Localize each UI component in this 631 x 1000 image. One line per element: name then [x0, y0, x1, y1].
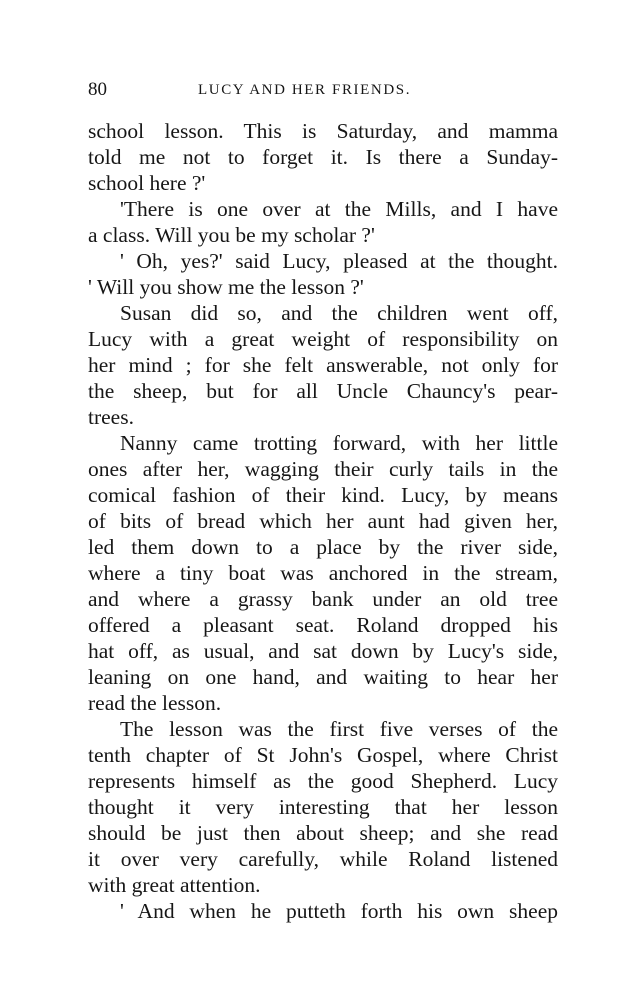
- text-line: ' And when he putteth forth his own sheep: [120, 899, 558, 923]
- text-line: The lesson was the first five verses of the: [120, 717, 558, 741]
- text-line: Nanny came trotting forward, with her little: [120, 431, 558, 455]
- page-header: [88, 78, 558, 102]
- text-line: hat off, as usual, and sat down by Lucy's side,: [88, 639, 558, 663]
- text-line: it over very carefully, while Roland listened: [88, 847, 558, 871]
- text-line: where a tiny boat was anchored in the stream,: [88, 561, 558, 585]
- text-line: ones after her, wagging their curly tails in the: [88, 457, 558, 481]
- text-line: 'There is one over at the Mills, and I have: [120, 197, 558, 221]
- text-line: a class. Will you be my scholar ?': [88, 223, 375, 247]
- text-line: told me not to forget it. Is there a Sunday-: [88, 145, 558, 169]
- text-line: with great attention.: [88, 873, 261, 897]
- text-line: of bits of bread which her aunt had given her,: [88, 509, 558, 533]
- text-line: the sheep, but for all Uncle Chauncy's pear-: [88, 379, 558, 403]
- running-title: LUCY AND HER FRIENDS.: [198, 82, 412, 98]
- text-line: school lesson. This is Saturday, and mamma: [88, 119, 558, 143]
- text-line: school here ?': [88, 171, 206, 195]
- text-line: trees.: [88, 405, 134, 429]
- text-line: ' Oh, yes?' said Lucy, pleased at the thought.: [120, 249, 558, 273]
- text-line: Susan did so, and the children went off,: [120, 301, 558, 325]
- text-line: thought it very interesting that her lesson: [88, 795, 558, 819]
- text-line: offered a pleasant seat. Roland dropped his: [88, 613, 558, 637]
- text-line: comical fashion of their kind. Lucy, by means: [88, 483, 558, 507]
- text-line: leaning on one hand, and waiting to hear her: [88, 665, 558, 689]
- text-line: represents himself as the good Shepherd. Lucy: [88, 769, 558, 793]
- text-line: tenth chapter of St John's Gospel, where Christ: [88, 743, 558, 767]
- text-line: and where a grassy bank under an old tree: [88, 587, 558, 611]
- page-number: 80: [88, 79, 107, 100]
- text-line: should be just then about sheep; and she read: [88, 821, 558, 845]
- text-line: read the lesson.: [88, 691, 222, 715]
- text-line: ' Will you show me the lesson ?': [88, 275, 364, 299]
- text-line: her mind ; for she felt answerable, not only for: [88, 353, 558, 377]
- text-line: led them down to a place by the river side,: [88, 535, 558, 559]
- text-line: Lucy with a great weight of responsibility on: [88, 327, 558, 351]
